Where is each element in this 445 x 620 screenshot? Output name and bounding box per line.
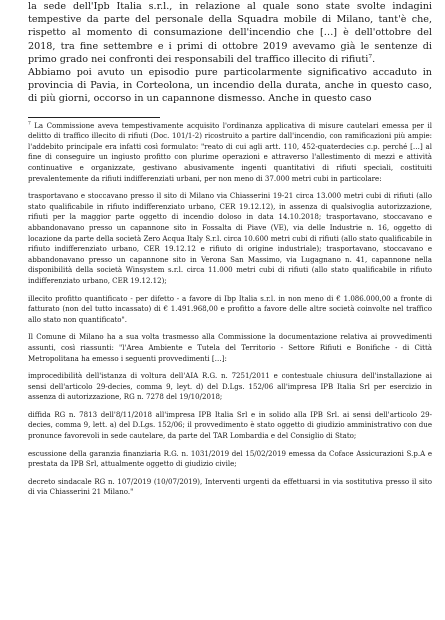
footnote-paragraph-7: escussione della garanzia finanziaria R.G. n. 1031/2019 del 15/02/2019 emessa da Coface Assicurazioni S.p.A e prestata da IPB Srl, attualmente oggetto di giudizio civile; — [28, 448, 432, 469]
footnote-paragraph-4: Il Comune di Milano ha a sua volta trasmesso alla Commissione la documentazione relativa ai provvedimenti assunti, così riassunti: "l'Area Ambiente e Tutela del Territorio - Settore Rifiuti e Bonifiche - di Città Metropolitana ha emesso i seguenti provvedimenti […]: — [28, 332, 432, 363]
footnote-paragraph-5: improcedibilità dell'istanza di voltura dell'AIA R.G. n. 7251/2011 e contestuale chiusura dell'installazione ai sensi dell'articolo 29-decies, comma 9, leyt. d) del D.Lgs. 152/06 all'impresa IPB Italia Srl per esercizio in assenza di autorizzazione, RG n. 7278 del 19/10/2018; — [28, 371, 432, 402]
document-page — [28, 0, 432, 502]
body-paragraph-2: Abbiamo poi avuto un episodio pure particolarmente significativo accaduto in provincia di Pavia, in Corteolona, un incendio della durata, anche in questo caso, di più giorni, occorso in un capannone dismesso. Anche in questo caso — [28, 67, 432, 105]
footnote-paragraph-1 — [28, 121, 432, 185]
footnote-paragraph-1-text: La Commissione aveva tempestivamente acquisito l'ordinanza applicativa di misure cautelari emessa per il delitto di traffico illecito di rifiuti (Doc. 101/1-2) ricostruito a partire dall'incendio, con ramificazioni più ampie: l'addebito principale era infatti così formulato: "reato di cui agli artt. 110, 452-quaterdecies c.p. perché […] al fine di conseguire un ingiusto profitto con plurime operazioni e attraverso l'allestimento di mezzi e attività continuative e organizzate, gestivano abusivamente ingenti quantitativi di rifiuti speciali, costituiti prevalentemente da rifiuti indifferenziati urbani, per non meno di 37.000 metri cubi in particolare: — [28, 120, 432, 183]
footnote-paragraph-6: diffida RG n. 7813 dell'8/11/2018 all'impresa IPB Italia Srl e in solido alla IPB Srl. ai sensi dell'articolo 29-decies, comma 9, lett. a) del D.Lgs. 152/06; il provvedimento è stato oggetto di giudizio amministrativo con due pronunce favorevoli in sede cautelare, da parte del TAR Lombardia e del Consiglio di Stato; — [28, 409, 432, 441]
body-paragraph-1-end: . — [372, 53, 376, 65]
footnote-marker: 7 — [28, 121, 31, 127]
body-paragraph-1 — [28, 0, 432, 66]
footnote-paragraph-2: trasportavano e stoccavano presso il sito di Milano via Chiasserini 19-21 circa 13.000 metri cubi di rifiuti (allo stato qualificabile in rifiuto indifferenziato urbano, CER 19.12.12), in assenza di qualsivoglia autorizzazione, rifiuti per la maggior parte oggetto di incendio doloso in data 14.10.2018; trasportavano, stoccavano e abbandonavano presso un capannone sito in Fossalta di Piave (VE), via delle Industrie n. 16, oggetto di locazione da parte della società Zero Acqua Italy S.r.l. circa 10.600 metri cubi di rifiuti (allo stato qualificabile in rifiuto indifferenziato urbano, CER 19.12.12 e rifiuto di origine industriale); trasportavano, stoccavano e abbandonavano presso un capannone sito in Verona San Massimo, via Lugagnano n. 41, capannone nella disponibilità della società Winsystem s.r.l. circa 11.000 metri cubi di rifiuti (allo stato qualificabile in rifiuto indifferenziato urbano, CER 19.12.12); — [28, 191, 432, 285]
body-paragraph-1-text: la sede dell'Ipb Italia s.r.l., in relazione al quale sono state svolte indagini tempestive da parte del personale della Squadra mobile di Milano, tant'è che, rispetto al momento di consumazione dell'incendio che […] è dell'ottobre del 2018, tra fine settembre e i primi di ottobre 2019 avevamo già le sentenze di primo grado nei confronti dei responsabili del traffico illecito di rifiuti — [28, 1, 432, 65]
footnote-separator — [28, 117, 160, 118]
footnote-reference[interactable]: 7 — [368, 52, 373, 60]
footnote-paragraph-8: decreto sindacale RG n. 107/2019 (10/07/2019), Interventi urgenti da effettuarsi in via sostitutiva presso il sito di via Chiasserini 21 Milano." — [28, 476, 432, 497]
footnote-paragraph-3: illecito profitto quantificato - per difetto - a favore di Ibp Italia s.r.l. in non meno di € 1.086.000,00 a fronte di fatturato (non del tutto incassato) di € 1.491.968,00 e profitto a favore delle altre società coinvolte nel traffico allo stato non quantificato". — [28, 293, 432, 324]
